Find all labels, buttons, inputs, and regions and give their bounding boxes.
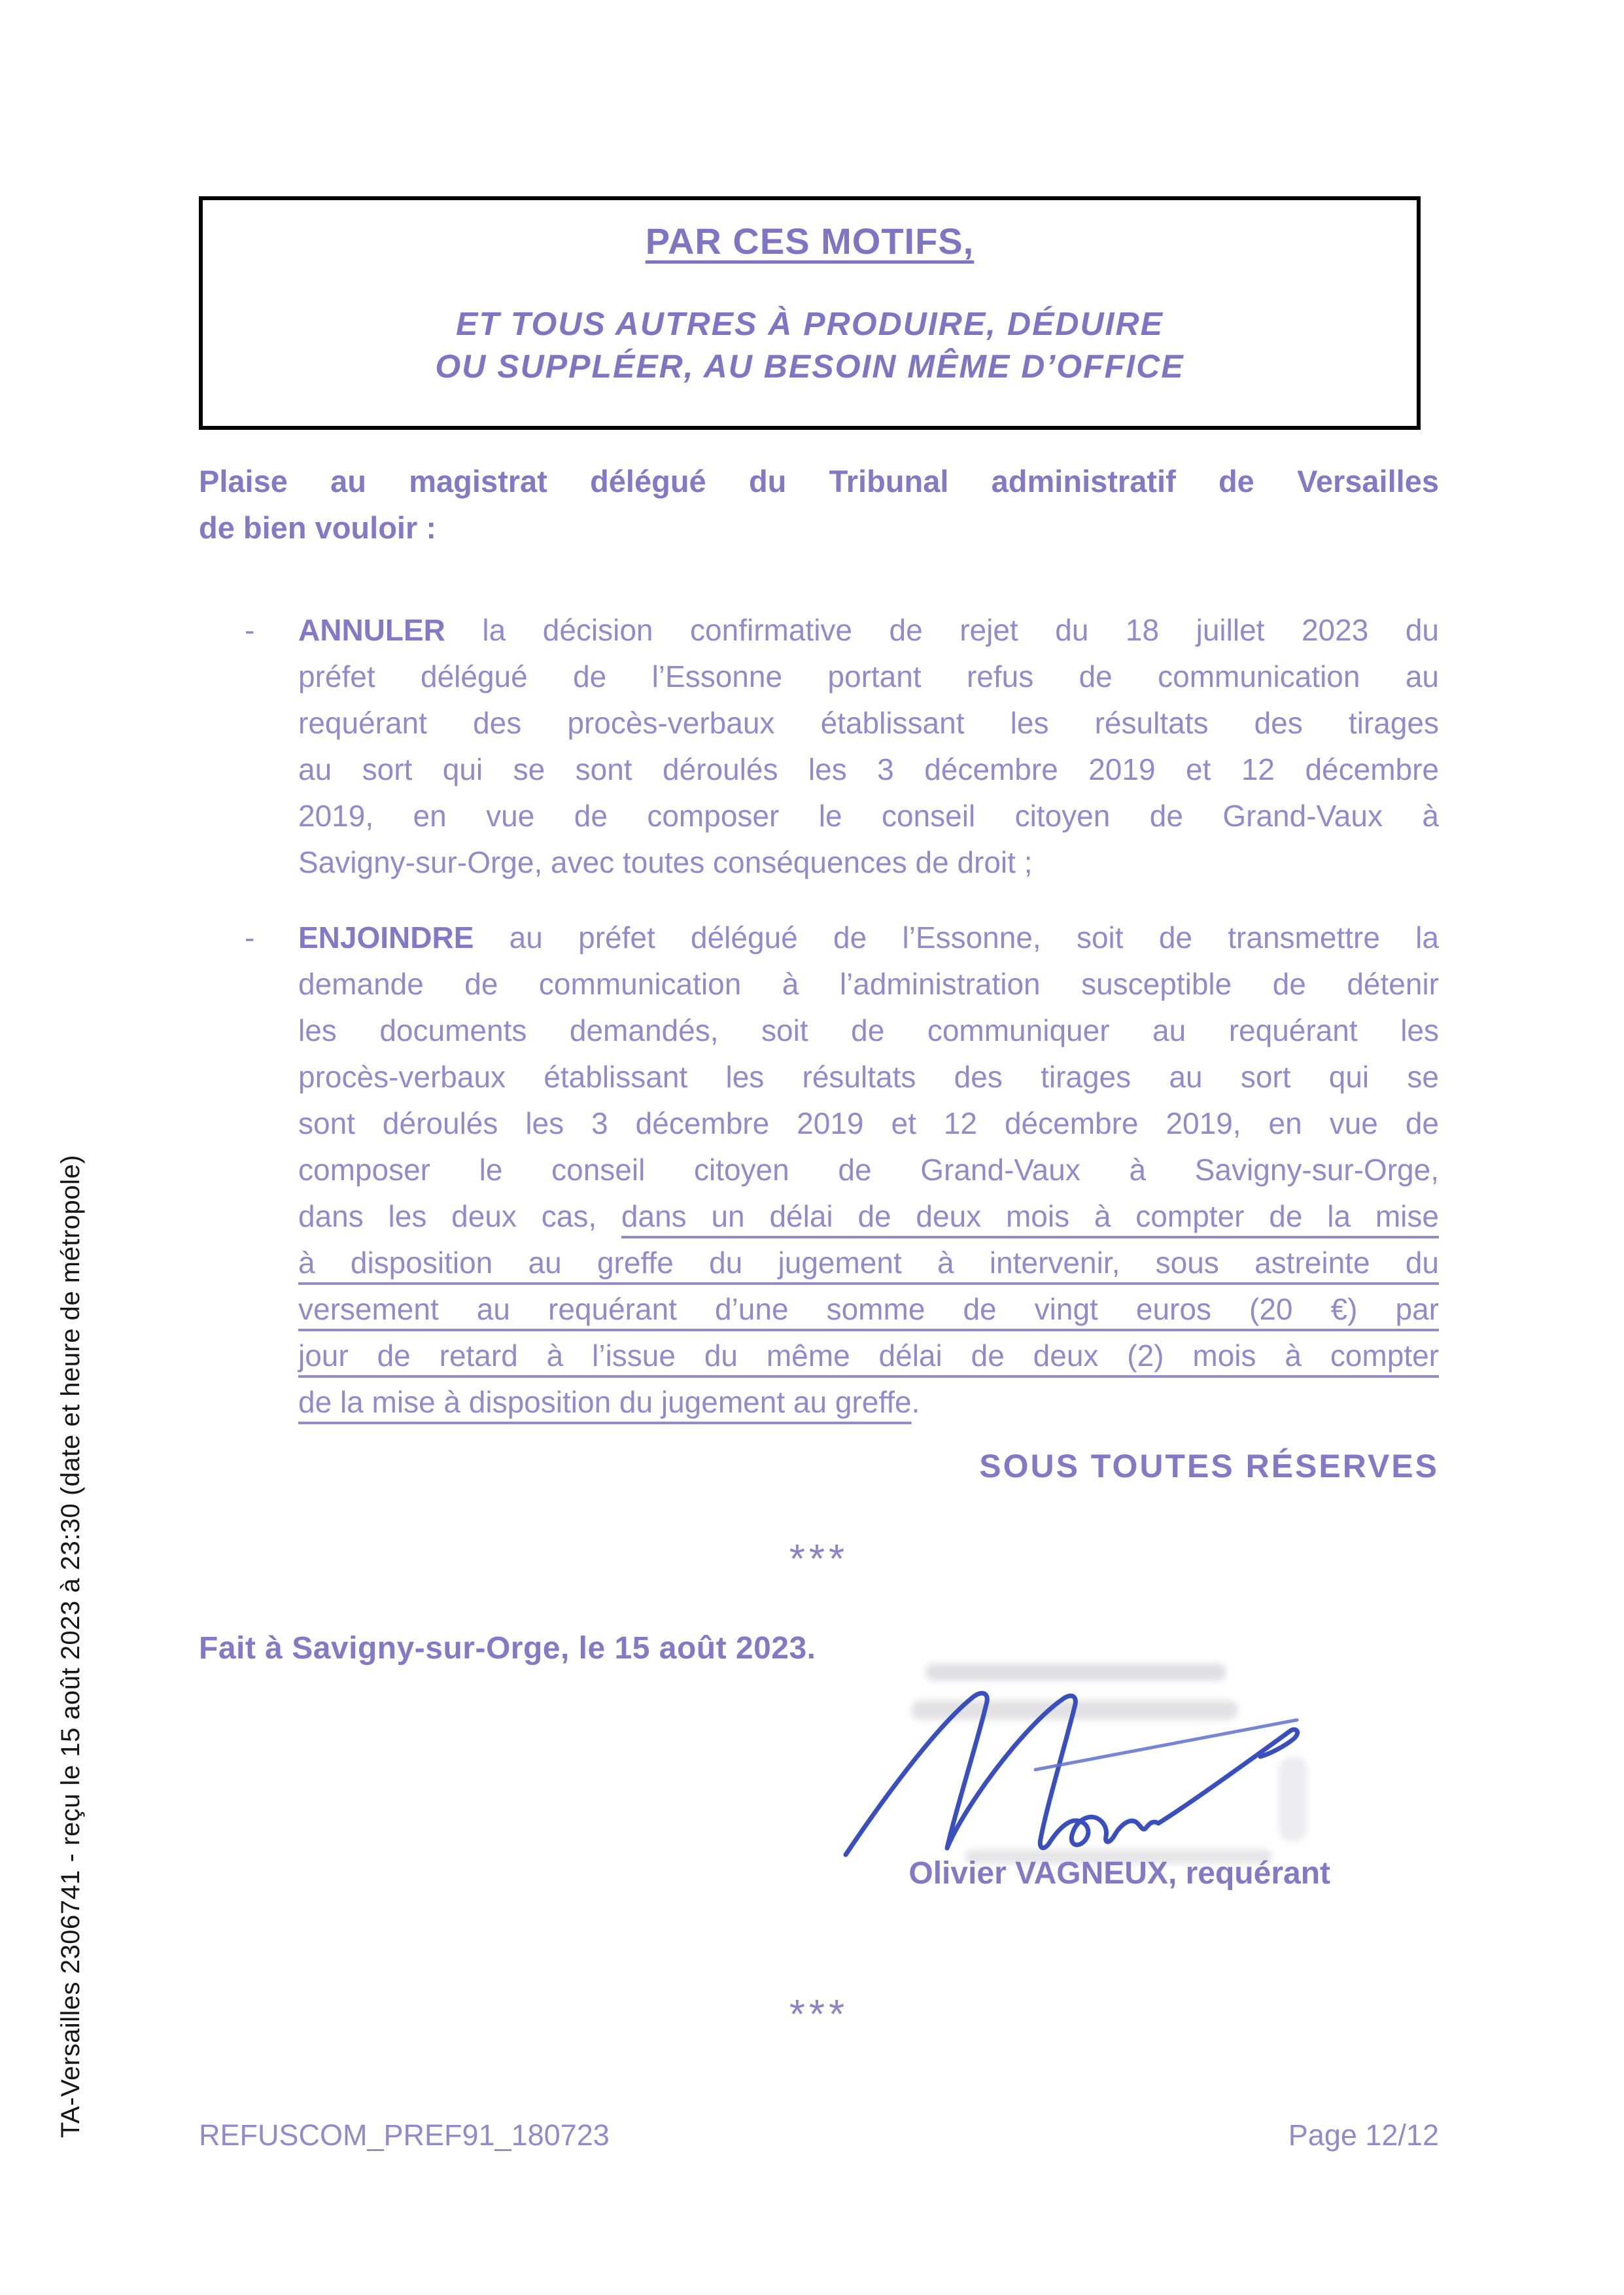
text-line: Plaise au magistrat délégué du Tribunal administratif de Versailles [199, 464, 1439, 499]
motifs-subtitle-line-1: ET TOUS AUTRES À PRODUIRE, DÉDUIRE [456, 306, 1164, 342]
text-line: jour de retard à l’issue du même délai de deux (2) mois à compter [298, 1339, 1439, 1373]
reception-stamp-text: TA-Versailles 2306741 - reçu le 15 août 2023 à 23:30 (date et heure de métropole) [56, 1155, 85, 2138]
text-line: demande de communication à l’administration susceptible de détenir [298, 967, 1439, 1001]
bullet-dash: - [245, 920, 255, 955]
text-line: sont déroulés les 3 décembre 2019 et 12 décembre 2019, en vue de [298, 1106, 1439, 1140]
footer-doc-ref: REFUSCOM_PREF91_180723 [199, 2118, 610, 2152]
text-line: composer le conseil citoyen de Grand-Vaux à Savigny-sur-Orge, [298, 1153, 1439, 1187]
text-line: versement au requérant d’une somme de vingt euros (20 €) par [298, 1292, 1439, 1326]
text-line: à disposition au greffe du jugement à intervenir, sous astreinte du [298, 1246, 1439, 1280]
motifs-title: PAR CES MOTIFS, [645, 220, 975, 262]
text-line: requérant des procès-verbaux établissant les résultats des tirages [298, 706, 1439, 740]
text-line: préfet délégué de l’Essonne portant refus de communication au [298, 659, 1439, 693]
text-line: de la mise à disposition du jugement au greffe. [298, 1385, 920, 1419]
signature [827, 1658, 1311, 1868]
separator-stars-1: *** [789, 1537, 849, 1582]
motifs-subtitle [203, 303, 1417, 388]
signature-stroke-flourish [1035, 1720, 1297, 1770]
reserves-line: SOUS TOUTES RÉSERVES [979, 1448, 1439, 1484]
text-line: dans les deux cas, dans un délai de deux mois à compter de la mise [298, 1199, 1439, 1233]
bullet-annuler [245, 607, 1439, 886]
date-place-line: Fait à Savigny-sur-Orge, le 15 août 2023. [199, 1631, 816, 1666]
footer-page-number: Page 12/12 [1288, 2118, 1439, 2152]
text-line: Savigny-sur-Orge, avec toutes conséquences de droit ; [298, 845, 1033, 879]
petition-intro [199, 458, 1439, 551]
text-line: 2019, en vue de composer le conseil citoyen de Grand-Vaux à [298, 799, 1439, 833]
text-line: de bien vouloir : [199, 510, 436, 545]
signatory-name: Olivier VAGNEUX, requérant [908, 1856, 1330, 1891]
separator-stars-2: *** [789, 1992, 849, 2037]
motifs-box [199, 196, 1421, 430]
text-line: au sort qui se sont déroulés les 3 décembre 2019 et 12 décembre [298, 752, 1439, 786]
bullet-dash: - [245, 613, 255, 647]
text-line: procès-verbaux établissant les résultats des tirages au sort qui se [298, 1060, 1439, 1094]
bullet-annuler-text [298, 607, 1439, 886]
text-line: les documents demandés, soit de communiquer au requérant les [298, 1013, 1439, 1047]
bullet-enjoindre-text [298, 915, 1439, 1426]
motifs-subtitle-line-2: OU SUPPLÉER, AU BESOIN MÊME D’OFFICE [435, 348, 1184, 385]
page-footer [199, 2118, 1439, 2152]
text-line: ENJOINDRE au préfet délégué de l’Essonne, soit de transmettre la [298, 920, 1439, 955]
text-line: ANNULER la décision confirmative de rejet du 18 juillet 2023 du [298, 613, 1439, 647]
bullet-enjoindre [245, 915, 1439, 1426]
